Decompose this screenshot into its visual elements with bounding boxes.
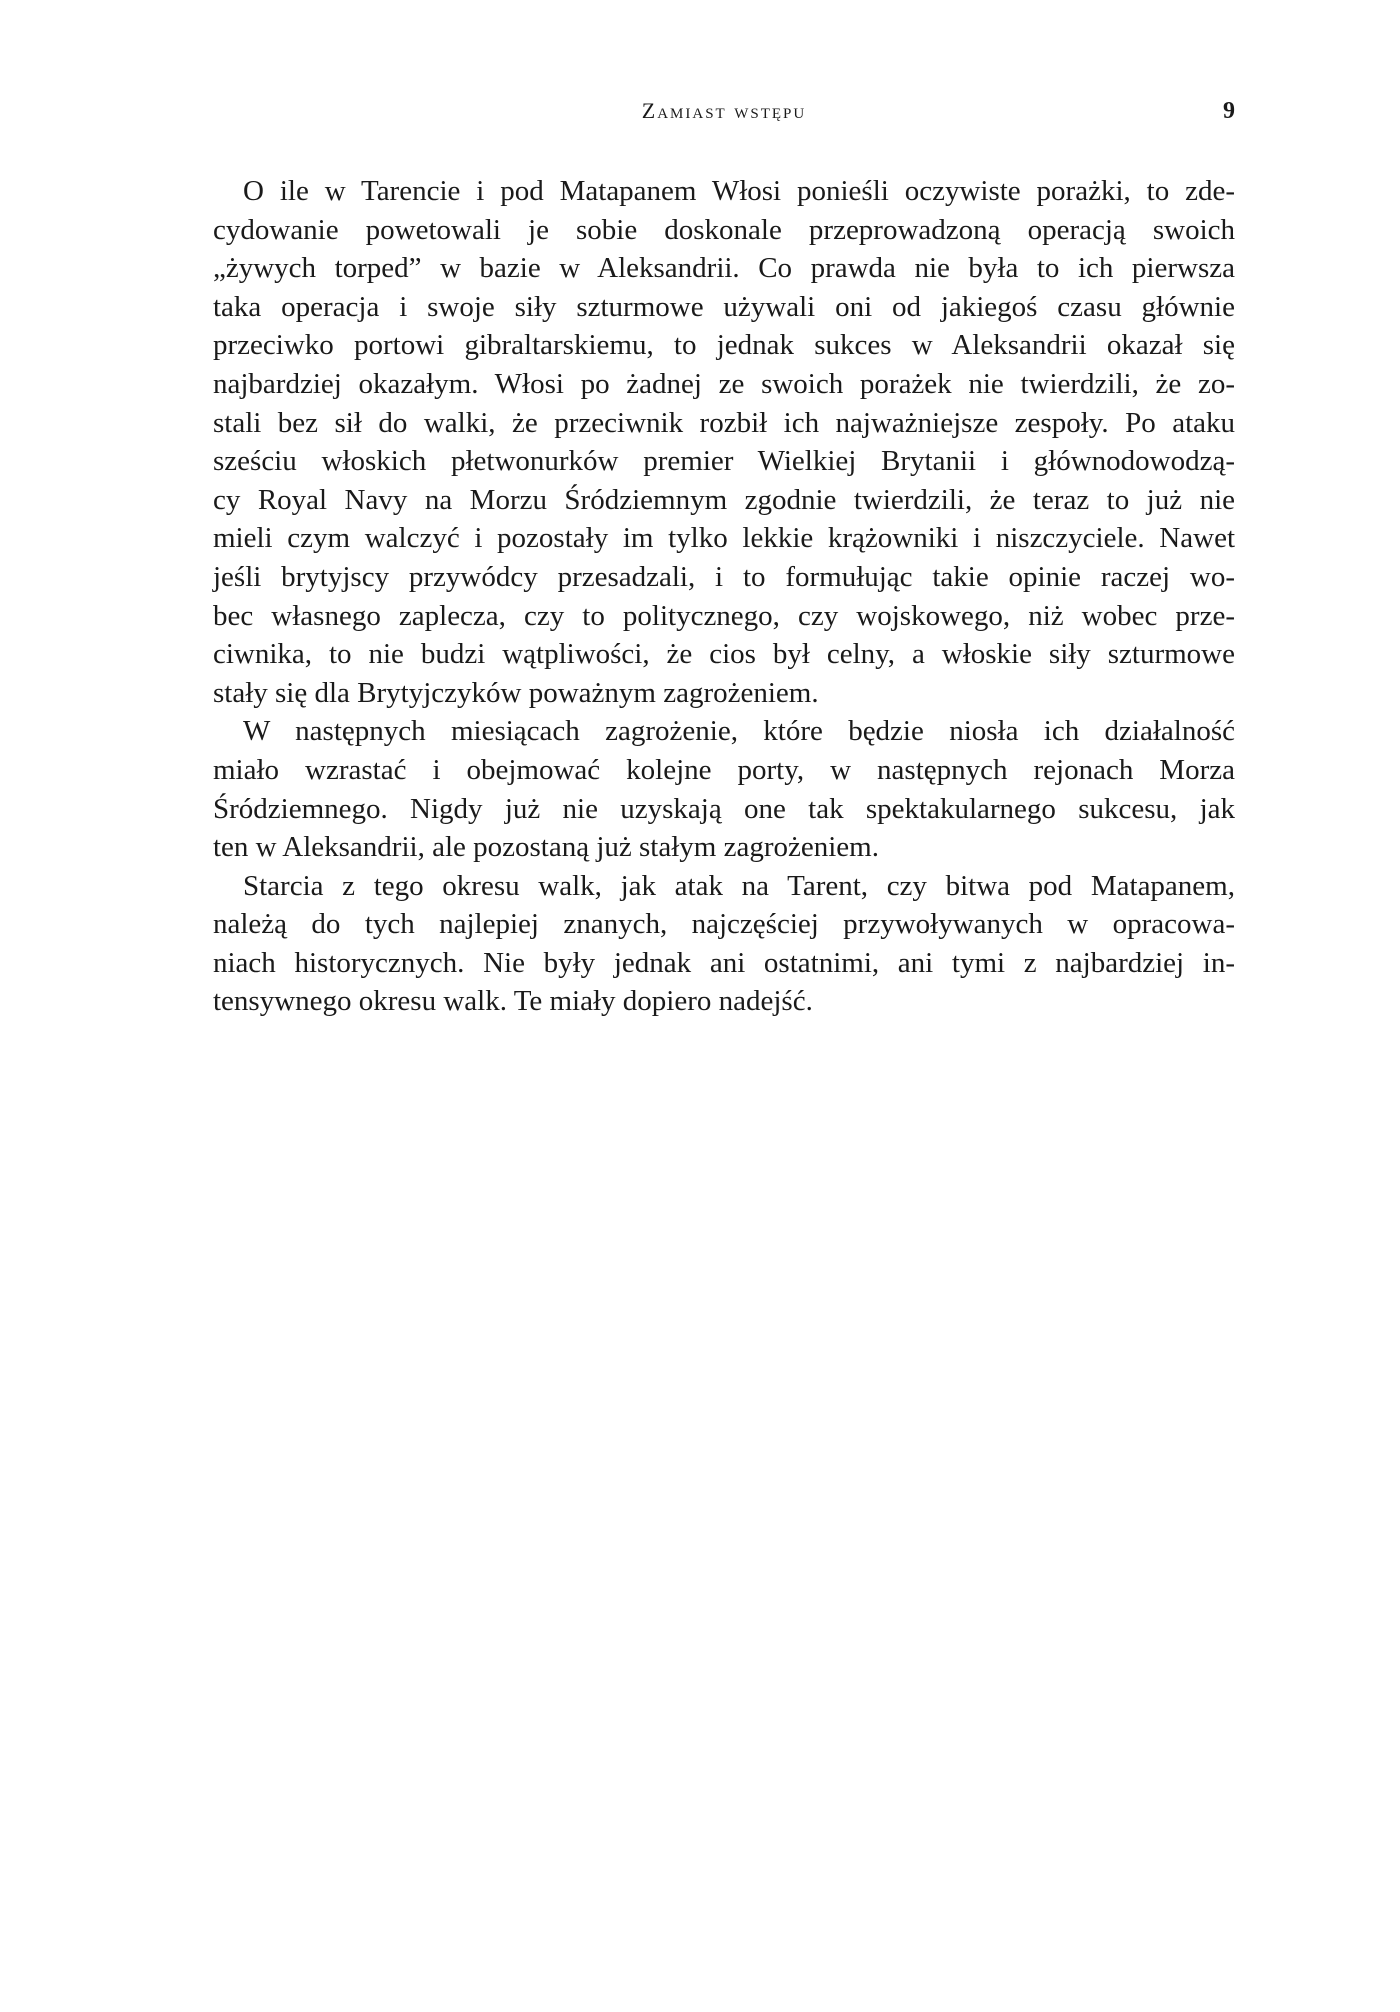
text-line: tensywnego okresu walk. Te miały dopiero nadejść. — [213, 985, 813, 1018]
text-line: O ile w Tarencie i pod Matapanem Włosi ponieśli oczywiste porażki, to zde- — [243, 175, 1235, 207]
text-line: ten w Aleksandrii, ale pozostaną już stałym zagrożeniem. — [213, 831, 879, 864]
text-line: cy Royal Navy na Morzu Śródziemnym zgodnie twierdzili, że teraz to już nie — [213, 483, 1235, 516]
body-text — [213, 172, 1235, 1021]
text-line: W następnych miesiącach zagrożenie, które będzie niosła ich działalność — [243, 715, 1235, 748]
text-line: „żywych torped” w bazie w Aleksandrii. Co prawda nie była to ich pierwsza — [213, 252, 1235, 285]
text-line: miało wzrastać i obejmować kolejne porty, w następnych rejonach Morza — [213, 753, 1235, 786]
text-line: taka operacja i swoje siły szturmowe używali oni od jakiegoś czasu głównie — [213, 290, 1235, 323]
text-line: ciwnika, to nie budzi wątpliwości, że cios był celny, a włoskie siły szturmowe — [213, 638, 1235, 671]
page-number: 9 — [1223, 98, 1235, 124]
text-line: jeśli brytyjscy przywódcy przesadzali, i to formułując takie opinie raczej wo- — [213, 560, 1235, 593]
text-line: najbardziej okazałym. Włosi po żadnej ze swoich porażek nie twierdzili, że zo- — [213, 367, 1235, 400]
text-line: Śródziemnego. Nigdy już nie uzyskają one tak spektakularnego sukcesu, jak — [213, 792, 1235, 825]
text-line: niach historycznych. Nie były jednak ani ostatnimi, ani tymi z najbardziej in- — [213, 946, 1235, 979]
text-line: cydowanie powetowali je sobie doskonale przeprowadzoną operacją swoich — [213, 213, 1235, 246]
text-line: stali bez sił do walki, że przeciwnik rozbił ich najważniejsze zespoły. Po ataku — [213, 406, 1235, 439]
text-line: należą do tych najlepiej znanych, najczęściej przywoływanych w opracowa- — [213, 908, 1235, 941]
text-line: przeciwko portowi gibraltarskiemu, to jednak sukces w Aleksandrii okazał się — [213, 329, 1235, 362]
running-title: Zamiast wstępu — [641, 98, 807, 123]
text-line: stały się dla Brytyjczyków poważnym zagrożeniem. — [213, 676, 819, 709]
text-line: bec własnego zaplecza, czy to politycznego, czy wojskowego, niż wobec prze- — [213, 599, 1235, 632]
running-head — [213, 98, 1235, 138]
paragraph-2 — [213, 712, 1235, 866]
text-line: sześciu włoskich płetwonurków premier Wielkiej Brytanii i głównodowodzą- — [213, 445, 1235, 478]
paragraph-3 — [213, 867, 1235, 1021]
paragraph-1 — [213, 172, 1235, 712]
text-line: mieli czym walczyć i pozostały im tylko lekkie krążowniki i niszczyciele. Nawet — [213, 522, 1235, 555]
text-line: Starcia z tego okresu walk, jak atak na Tarent, czy bitwa pod Matapanem, — [243, 869, 1235, 902]
